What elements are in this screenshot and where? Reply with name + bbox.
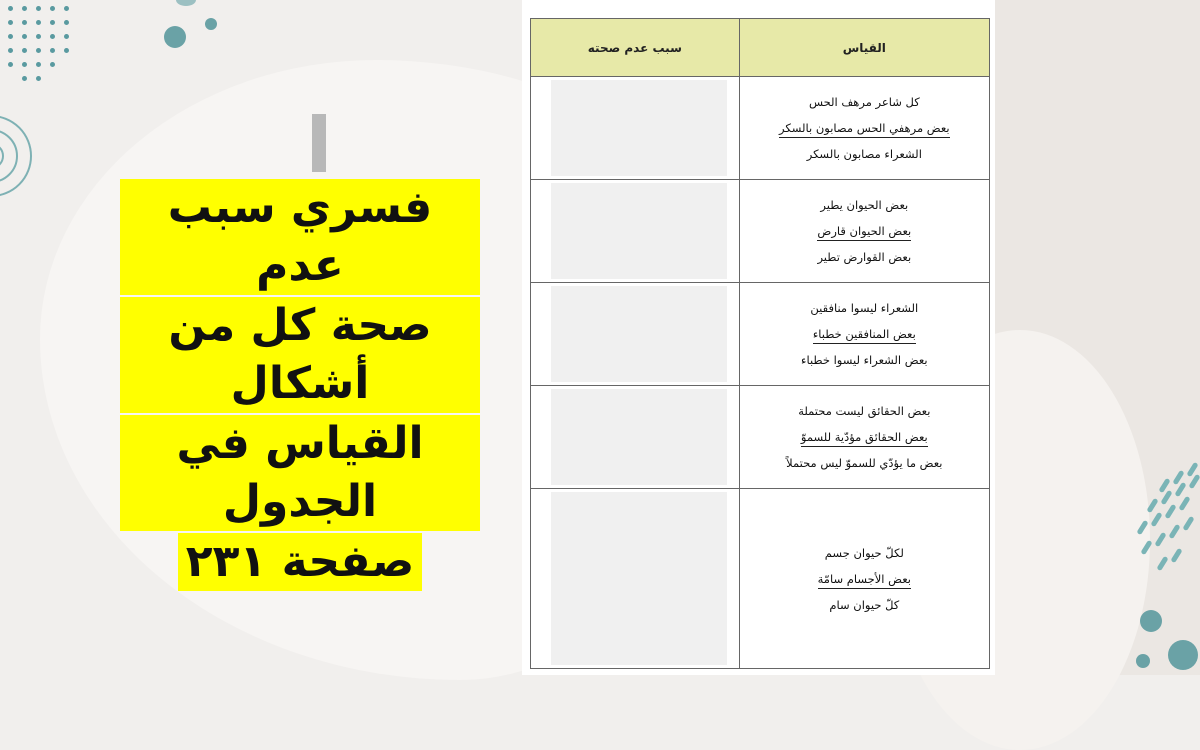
syllogism-cell xyxy=(739,283,989,386)
decorative-dot-grid xyxy=(0,0,80,90)
answer-box[interactable] xyxy=(551,389,727,485)
reason-cell xyxy=(531,180,740,283)
syllogism-cell xyxy=(739,77,989,180)
decorative-circle xyxy=(164,26,186,48)
title-line: فسري سبب عدم xyxy=(120,179,480,295)
title-line: صحة كل من أشكال xyxy=(120,297,480,413)
decorative-circle xyxy=(1140,610,1162,632)
conclusion: بعض ما يؤدّي للسموّ ليس محتملاً xyxy=(786,456,943,470)
right-decor-panel xyxy=(980,0,1200,675)
answer-box[interactable] xyxy=(551,183,727,279)
premise-minor: بعض مرهفي الحس مصابون بالسكر xyxy=(746,115,983,141)
conclusion: بعض القوارض تطير xyxy=(817,250,912,264)
table-row xyxy=(531,77,990,180)
premise-minor: بعض الحيوان قارض xyxy=(746,218,983,244)
conclusion: كلّ حيوان سام xyxy=(829,597,900,612)
conclusion: بعض الشعراء ليسوا خطباء xyxy=(801,353,928,367)
premise-minor: بعض المنافقين خطباء xyxy=(746,321,983,347)
premise-major: كل شاعر مرهف الحس xyxy=(808,95,920,109)
premise-minor: بعض الحقائق مؤدّية للسموّ xyxy=(746,424,983,450)
syllogism-cell xyxy=(739,386,989,489)
syllogism-table xyxy=(530,18,990,669)
title-line: القياس في الجدول xyxy=(120,415,480,531)
header-syllogism: القياس xyxy=(739,19,989,77)
table-row xyxy=(531,180,990,283)
conclusion: الشعراء مصابون بالسكر xyxy=(806,147,922,161)
syllogism-cell xyxy=(739,489,989,669)
reason-cell xyxy=(531,283,740,386)
syllogism-cell xyxy=(739,180,989,283)
header-reason: سبب عدم صحته xyxy=(531,19,740,77)
premise-major: الشعراء ليسوا منافقين xyxy=(810,301,919,315)
reason-cell xyxy=(531,77,740,180)
decorative-circle xyxy=(176,0,196,6)
slide-title xyxy=(120,178,480,592)
premise-major: بعض الحقائق ليست محتملة xyxy=(798,404,931,418)
answer-box[interactable] xyxy=(551,492,727,665)
table-row xyxy=(531,489,990,669)
reason-cell xyxy=(531,386,740,489)
premise-major: لكلّ حيوان جسم xyxy=(824,545,904,560)
reason-cell xyxy=(531,489,740,669)
answer-box[interactable] xyxy=(551,286,727,382)
decorative-circle xyxy=(205,18,217,30)
decorative-circle xyxy=(1168,640,1198,670)
table-row xyxy=(531,283,990,386)
table-row xyxy=(531,386,990,489)
decorative-circle xyxy=(1136,654,1150,668)
title-line: صفحة ٢٣١ xyxy=(178,533,422,591)
premise-minor: بعض الأجسام سامّة xyxy=(746,566,983,592)
premise-major: بعض الحيوان يطير xyxy=(820,198,909,212)
table-header-row xyxy=(531,19,990,77)
accent-bar xyxy=(312,114,326,172)
answer-box[interactable] xyxy=(551,80,727,176)
